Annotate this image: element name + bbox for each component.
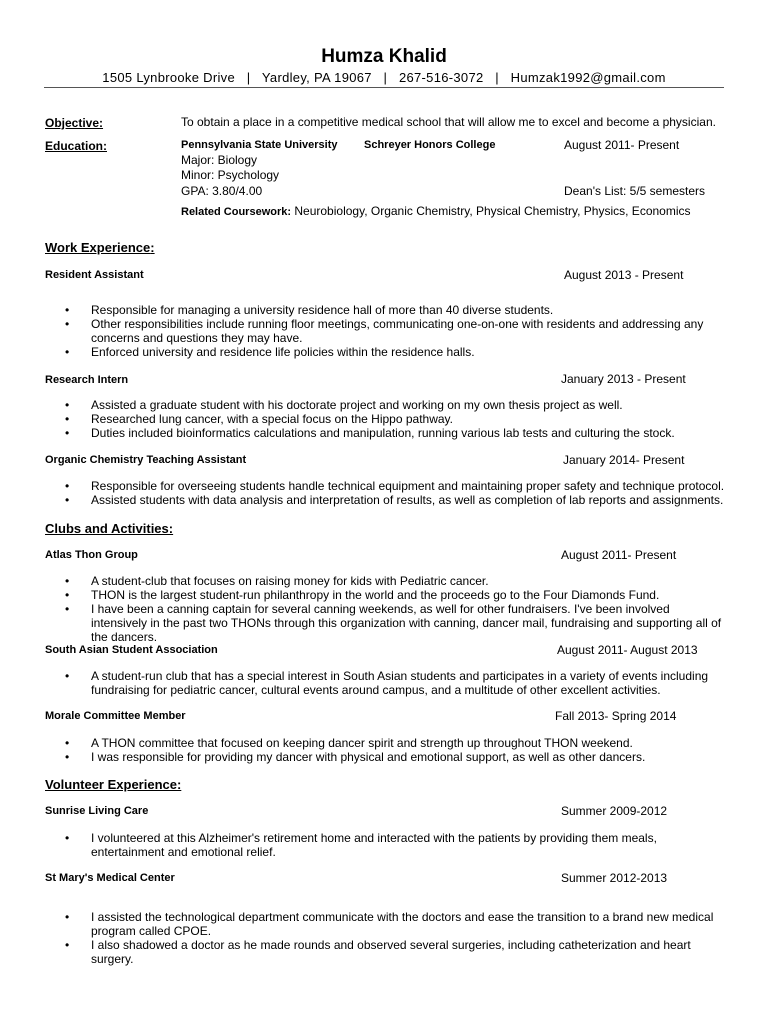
bullet-item: • Responsible for managing a university residence hall of more than 40 diverse students.: [65, 303, 725, 317]
club-bullets: [65, 574, 725, 644]
club-date: Fall 2013- Spring 2014: [555, 709, 677, 723]
bullet-item: • Duties included bioinformatics calculations and manipulation, running various lab tests and culturing the stock.: [65, 426, 725, 440]
volunteer-heading: Volunteer Experience:: [45, 777, 182, 792]
bullet-item: • I have been a canning captain for several canning weekends, as well for other fundraisers. I've been involved intensively in the past two THONs through this organization with canning, dancer mail, fundraising and supporting all of the dancers.: [65, 602, 725, 644]
coursework-label: Related Coursework:: [181, 206, 292, 218]
education-minor: Minor: Psychology: [181, 168, 280, 182]
volunteer-bullets: [65, 910, 725, 966]
header-divider: [44, 87, 724, 88]
job-bullets: [65, 398, 725, 440]
coursework-list: Neurobiology, Organic Chemistry, Physical Chemistry, Physics, Economics: [294, 204, 691, 218]
club-date: August 2011- Present: [561, 548, 677, 562]
bullet-item: • THON is the largest student-run philanthropy in the world and the proceeds go to the Four Diamonds Fund.: [65, 588, 725, 602]
bullet-item: • I also shadowed a doctor as he made rounds and observed several surgeries, including catheterization and heart surgery.: [65, 938, 725, 966]
club-bullets: [65, 669, 725, 697]
bullet-item: • Researched lung cancer, with a special focus on the Hippo pathway.: [65, 412, 725, 426]
club-title: Morale Committee Member: [45, 710, 186, 722]
club-title: Atlas Thon Group: [45, 549, 138, 561]
clubs-heading: Clubs and Activities:: [45, 521, 174, 536]
job-title: Organic Chemistry Teaching Assistant: [45, 454, 247, 466]
job-date: January 2013 - Present: [561, 372, 686, 386]
volunteer-bullets: [65, 831, 725, 859]
education-coursework: [181, 204, 691, 218]
bullet-item: • A student-run club that has a special interest in South Asian students and participates in a variety of events including fundraising for pediatric cancer, cultural events around campus, and a multitude of other excellent activities.: [65, 669, 725, 697]
education-label: Education:: [45, 139, 107, 153]
bullet-item: • I volunteered at this Alzheimer's retirement home and interacted with the patients by providing them meals, entertainment and emotional relief.: [65, 831, 725, 859]
education-deans-list: Dean's List: 5/5 semesters: [564, 184, 706, 198]
bullet-item: • Assisted students with data analysis and interpretation of results, as well as completion of lab reports and assignments.: [65, 493, 725, 507]
job-title: Resident Assistant: [45, 269, 144, 281]
objective-text: To obtain a place in a competitive medical school that will allow me to excel and become a physician.: [181, 115, 716, 129]
objective-label: Objective:: [45, 116, 104, 130]
volunteer-date: Summer 2012-2013: [561, 871, 668, 885]
bullet-item: • Responsible for overseeing students handle technical equipment and maintaining proper safety and technique protocol.: [65, 479, 725, 493]
resume-name: Humza Khalid: [321, 46, 447, 67]
contact-line: 1505 Lynbrooke Drive | Yardley, PA 19067 | 267-516-3072 | Humzak1992@gmail.com: [102, 70, 666, 85]
bullet-item: • I assisted the technological department communicate with the doctors and ease the transition to a brand new medical program called CPOE.: [65, 910, 725, 938]
education-major: Major: Biology: [181, 153, 258, 167]
bullet-item: • A THON committee that focused on keeping dancer spirit and strength up throughout THON weekend.: [65, 736, 725, 750]
education-date: August 2011- Present: [564, 138, 680, 152]
club-title: South Asian Student Association: [45, 644, 218, 656]
volunteer-title: Sunrise Living Care: [45, 805, 149, 817]
job-bullets: [65, 479, 725, 507]
education-gpa: GPA: 3.80/4.00: [181, 184, 263, 198]
education-college: Schreyer Honors College: [364, 139, 496, 151]
work-heading: Work Experience:: [45, 240, 155, 255]
club-bullets: [65, 736, 725, 764]
bullet-item: • Assisted a graduate student with his doctorate project and working on my own thesis project as well.: [65, 398, 725, 412]
job-date: August 2013 - Present: [564, 268, 684, 282]
job-bullets: [65, 303, 725, 359]
bullet-item: • A student-club that focuses on raising money for kids with Pediatric cancer.: [65, 574, 725, 588]
job-date: January 2014- Present: [563, 453, 685, 467]
bullet-item: • Other responsibilities include running floor meetings, communicating one-on-one with residents and addressing any concerns and questions they may have.: [65, 317, 725, 345]
bullet-item: • Enforced university and residence life policies within the residence halls.: [65, 345, 725, 359]
club-date: August 2011- August 2013: [557, 643, 698, 657]
volunteer-date: Summer 2009-2012: [561, 804, 668, 818]
bullet-item: • I was responsible for providing my dancer with physical and emotional support, as well as other dancers.: [65, 750, 725, 764]
volunteer-title: St Mary's Medical Center: [45, 872, 175, 884]
education-school: Pennsylvania State University: [181, 139, 338, 151]
job-title: Research Intern: [45, 374, 129, 386]
